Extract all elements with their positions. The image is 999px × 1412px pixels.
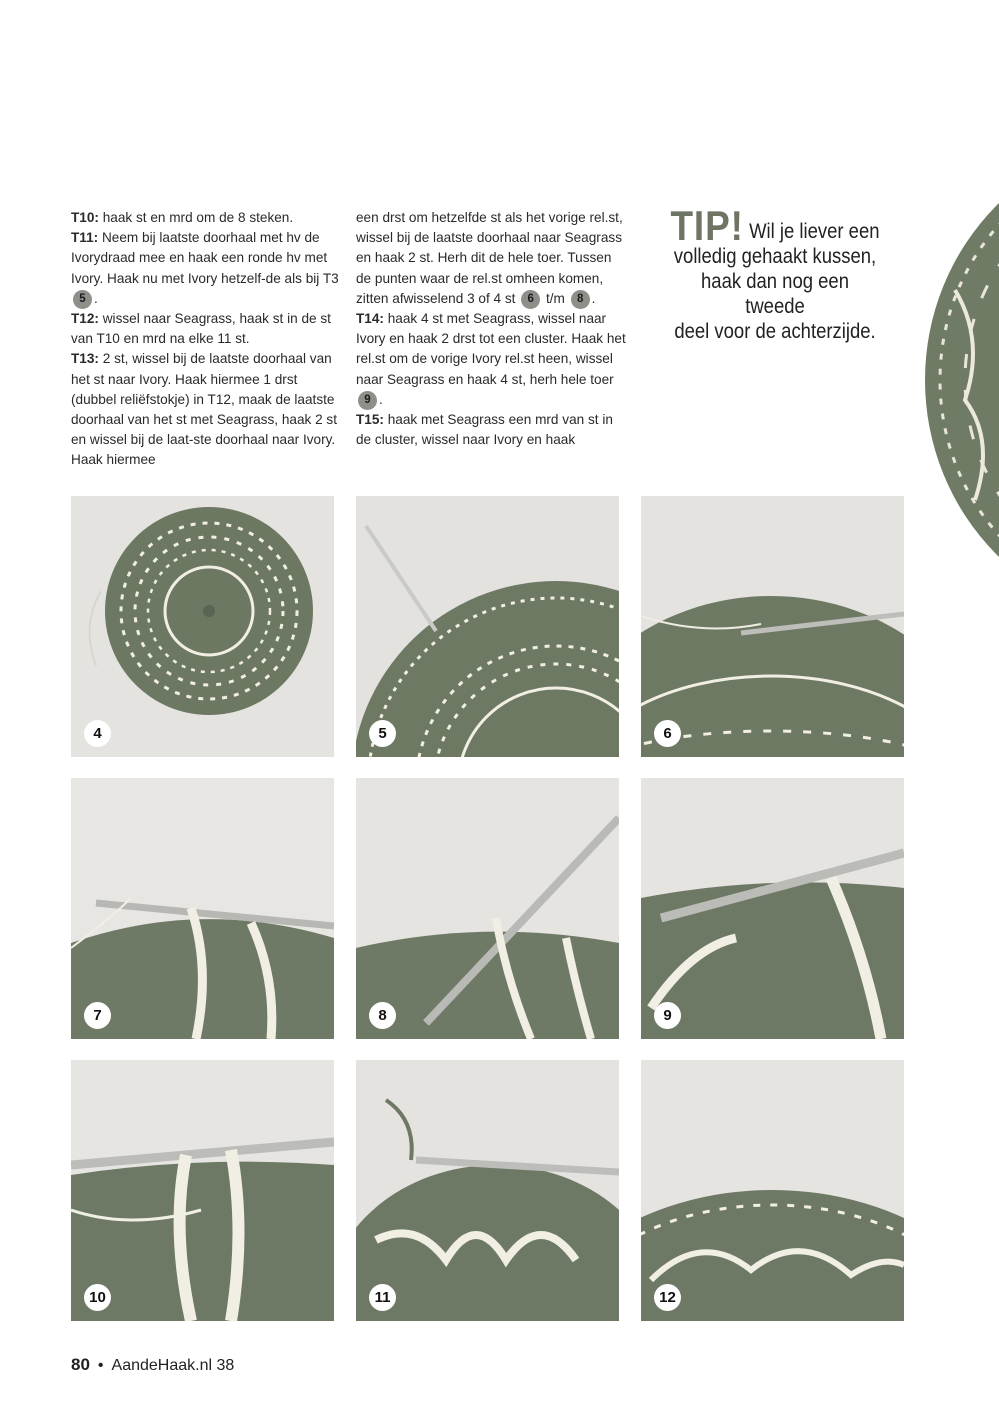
step-t15: T15: haak met Seagrass een mrd van st in de cluster, wissel naar Ivory en haak bbox=[356, 412, 613, 448]
instructions-column-2 bbox=[356, 208, 626, 450]
photo-number: 9 bbox=[654, 1002, 681, 1029]
photo-ref-badge: 5 bbox=[73, 290, 92, 309]
step-photo-8 bbox=[356, 778, 619, 1039]
step-t11: T11: Neem bij laatste doorhaal met hv de Ivorydraad mee en haak een ronde hv met Ivory. Haak nu met Ivory hetzelf-de als bij T3 5 . bbox=[71, 228, 341, 309]
step-photo-7 bbox=[71, 778, 334, 1039]
photo-number: 8 bbox=[369, 1002, 396, 1029]
photo-number: 11 bbox=[369, 1284, 396, 1311]
instructions-column-1 bbox=[71, 208, 341, 471]
step-photo-5 bbox=[356, 496, 619, 757]
step-photo-12 bbox=[641, 1060, 904, 1321]
step-t10: T10: haak st en mrd om de 8 steken. bbox=[71, 210, 294, 225]
magazine-name: AandeHaak.nl 38 bbox=[111, 1357, 235, 1374]
step-photo-10 bbox=[71, 1060, 334, 1321]
photo-ref-badge: 9 bbox=[358, 391, 377, 410]
photo-number: 7 bbox=[84, 1002, 111, 1029]
page-footer bbox=[71, 1355, 234, 1375]
step-t14: T14: haak 4 st met Seagrass, wissel naar Ivory en haak 2 drst tot een cluster. Haak het rel.st om de vorige Ivory rel.st heen, wissel naar Seagrass en haak 4 st, herh hele toer 9 . bbox=[356, 309, 626, 410]
step-photo-6 bbox=[641, 496, 904, 757]
step-t13: T13: 2 st, wissel bij de laatste doorhaal van het st naar Ivory. Haak hiermee 1 drst (dubbel reliëfstokje) in T12, maak de laatste doorhaal van het st met Seagrass, haak 2 st en wissel bij de laat-ste doorhaal naar Ivory. Haak hiermee bbox=[71, 351, 337, 468]
photo-ref-badge: 6 bbox=[521, 290, 540, 309]
footer-separator: • bbox=[97, 1357, 104, 1374]
step-t13-continued: een drst om hetzelfde st als het vorige rel.st, wissel bij de laatste doorhaal naar Seagrass en haak 2 st. Herh dit de hele toer. Tussen de punten waar de rel.st omheen komen, zitten afwisselend 3 of 4 st 6 t/m 8 . bbox=[356, 208, 626, 309]
pillow-photo bbox=[915, 140, 999, 640]
photo-number: 6 bbox=[654, 720, 681, 747]
step-photo-11 bbox=[356, 1060, 619, 1321]
photo-number: 5 bbox=[369, 720, 396, 747]
tip-heading: TIP! bbox=[670, 202, 744, 249]
tip-box: TIP! Wil je liever een volledig gehaakt kussen, haak dan nog een tweede deel voor de achterzijde. bbox=[670, 202, 880, 343]
page-number: 80 bbox=[71, 1355, 90, 1374]
photo-number: 10 bbox=[84, 1284, 111, 1311]
step-photo-4 bbox=[71, 496, 334, 757]
step-t12: T12: wissel naar Seagrass, haak st in de st van T10 en mrd na elke 11 st. bbox=[71, 311, 331, 347]
photo-ref-badge: 8 bbox=[571, 290, 590, 309]
step-photo-9 bbox=[641, 778, 904, 1039]
photo-number: 12 bbox=[654, 1284, 681, 1311]
photo-number: 4 bbox=[84, 720, 111, 747]
